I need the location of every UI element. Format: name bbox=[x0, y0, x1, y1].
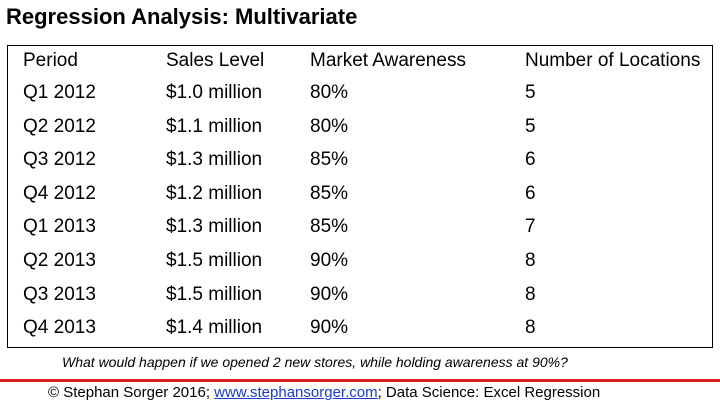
table-row bbox=[8, 311, 720, 345]
cell-number-of-locations: 6 bbox=[525, 149, 536, 171]
header-market-awareness: Market Awareness bbox=[310, 50, 466, 71]
cell-sales-level: $1.3 million bbox=[166, 216, 263, 238]
table-row bbox=[8, 210, 720, 244]
cell-market-awareness: 85% bbox=[310, 182, 349, 204]
cell-period: Q3 2012 bbox=[23, 149, 96, 171]
cell-market-awareness: 80% bbox=[310, 115, 349, 137]
cell-sales-level: $1.3 million bbox=[166, 149, 263, 171]
question-note: What would happen if we opened 2 new stores, while holding awareness at 90%? bbox=[62, 354, 568, 370]
table-row bbox=[8, 143, 720, 177]
cell-sales-level: $1.4 million bbox=[166, 317, 263, 339]
cell-number-of-locations: 8 bbox=[525, 249, 536, 271]
cell-number-of-locations: 7 bbox=[525, 216, 536, 238]
header-sales-level: Sales Level bbox=[166, 50, 265, 71]
cell-period: Q4 2012 bbox=[23, 182, 96, 204]
cell-period: Q2 2012 bbox=[23, 115, 96, 137]
cell-period: Q3 2013 bbox=[23, 283, 96, 305]
cell-number-of-locations: 8 bbox=[525, 317, 536, 339]
cell-sales-level: $1.5 million bbox=[166, 283, 263, 305]
table-row bbox=[8, 278, 720, 312]
accent-divider bbox=[0, 379, 720, 382]
cell-sales-level: $1.2 million bbox=[166, 182, 263, 204]
header-period: Period bbox=[23, 50, 78, 71]
table-row bbox=[8, 110, 720, 144]
footer-course-name: ; Data Science: Excel Regression bbox=[377, 384, 601, 401]
cell-market-awareness: 80% bbox=[310, 82, 349, 103]
regression-data-table bbox=[8, 46, 720, 345]
cell-market-awareness: 90% bbox=[310, 283, 349, 305]
cell-sales-level: $1.0 million bbox=[166, 82, 263, 103]
footer-credit bbox=[48, 384, 600, 401]
table-header-row bbox=[8, 46, 720, 76]
cell-market-awareness: 90% bbox=[310, 317, 349, 339]
cell-sales-level: $1.5 million bbox=[166, 249, 263, 271]
cell-period: Q1 2013 bbox=[23, 216, 96, 238]
footer-copyright: © Stephan Sorger 2016; bbox=[48, 384, 215, 401]
cell-sales-level: $1.1 million bbox=[166, 115, 263, 137]
header-number-of-locations: Number of Locations bbox=[525, 50, 701, 71]
footer-website-link[interactable]: www.stephansorger.com bbox=[214, 384, 378, 401]
table-row bbox=[8, 244, 720, 278]
cell-number-of-locations: 5 bbox=[525, 115, 536, 137]
cell-number-of-locations: 6 bbox=[525, 182, 536, 204]
cell-market-awareness: 90% bbox=[310, 249, 349, 271]
cell-period: Q4 2013 bbox=[23, 317, 96, 339]
slide-title: Regression Analysis: Multivariate bbox=[6, 4, 358, 29]
cell-number-of-locations: 8 bbox=[525, 283, 536, 305]
table-row bbox=[8, 76, 720, 110]
cell-market-awareness: 85% bbox=[310, 216, 349, 238]
cell-number-of-locations: 5 bbox=[525, 82, 536, 103]
cell-period: Q1 2012 bbox=[23, 82, 96, 103]
data-table-container bbox=[7, 45, 713, 348]
cell-period: Q2 2013 bbox=[23, 249, 96, 271]
table-row bbox=[8, 177, 720, 211]
cell-market-awareness: 85% bbox=[310, 149, 349, 171]
